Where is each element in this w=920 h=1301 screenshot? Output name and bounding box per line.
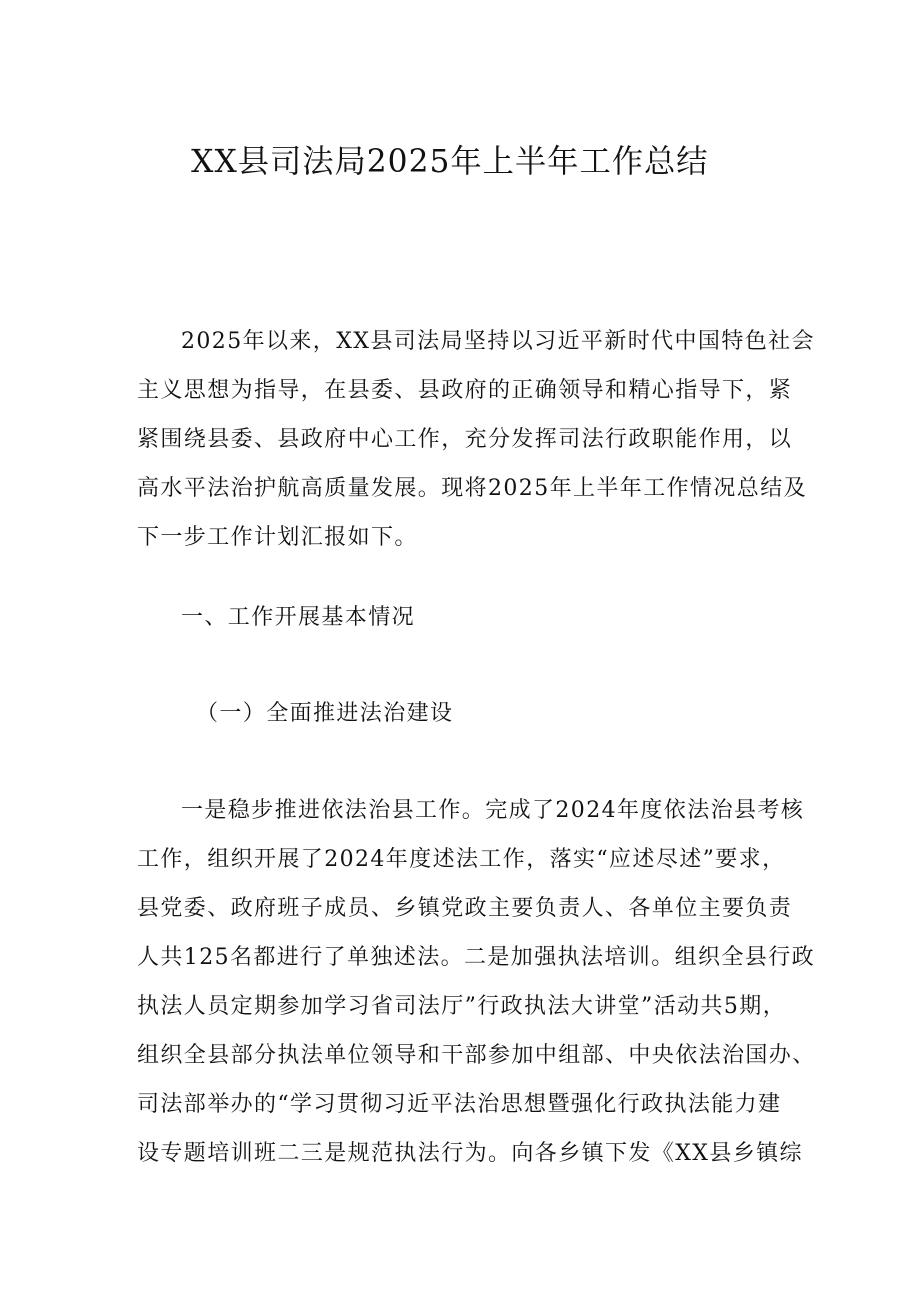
body-line: 一是稳步推进依法治县工作。完成了2024年度依法治县考核 (181, 798, 805, 823)
intro-paragraph (137, 317, 815, 562)
body-line: 工作，组织开展了2024年度述法工作，落实“应述尽述”要求， (137, 847, 786, 872)
body-line: 县党委、政府班子成员、乡镇党政主要负责人、各单位主要负责 (137, 896, 793, 921)
body-line: 司法部举办的“学习贯彻习近平法治思想暨强化行政执法能力建 (137, 1092, 782, 1117)
intro-line: 主义思想为指导，在县委、县政府的正确领导和精心指导下，紧 (137, 378, 793, 403)
body-paragraph (137, 786, 816, 1178)
intro-line: 高水平法治护航高质量发展。现将2025年上半年工作情况总结及 (137, 476, 807, 501)
body-line: 设专题培训班二三是规范执法行为。向各乡镇下发《XX县乡镇综 (137, 1141, 803, 1166)
intro-line: 2025年以来，XX县司法局坚持以习近平新时代中国特色社会 (181, 329, 815, 354)
section-heading: 一、工作开展基本情况 (181, 605, 416, 630)
intro-line: 紧围绕县委、县政府中心工作，充分发挥司法行政职能作用，以 (137, 427, 793, 452)
body-line: 人共125名都进行了单独述法。二是加强执法培训。组织全县行政 (137, 945, 815, 970)
document-title: XX县司法局2025年上半年工作总结 (191, 142, 709, 180)
body-line: 执法人员定期参加学习省司法厅”行政执法大讲堂”活动共5期， (137, 994, 787, 1019)
subsection-heading: （一）全面推进法治建设 (196, 701, 454, 726)
intro-line: 下一步工作计划汇报如下。 (137, 525, 418, 550)
body-line: 组织全县部分执法单位领导和干部参加中组部、中央依法治国办、 (137, 1043, 816, 1068)
